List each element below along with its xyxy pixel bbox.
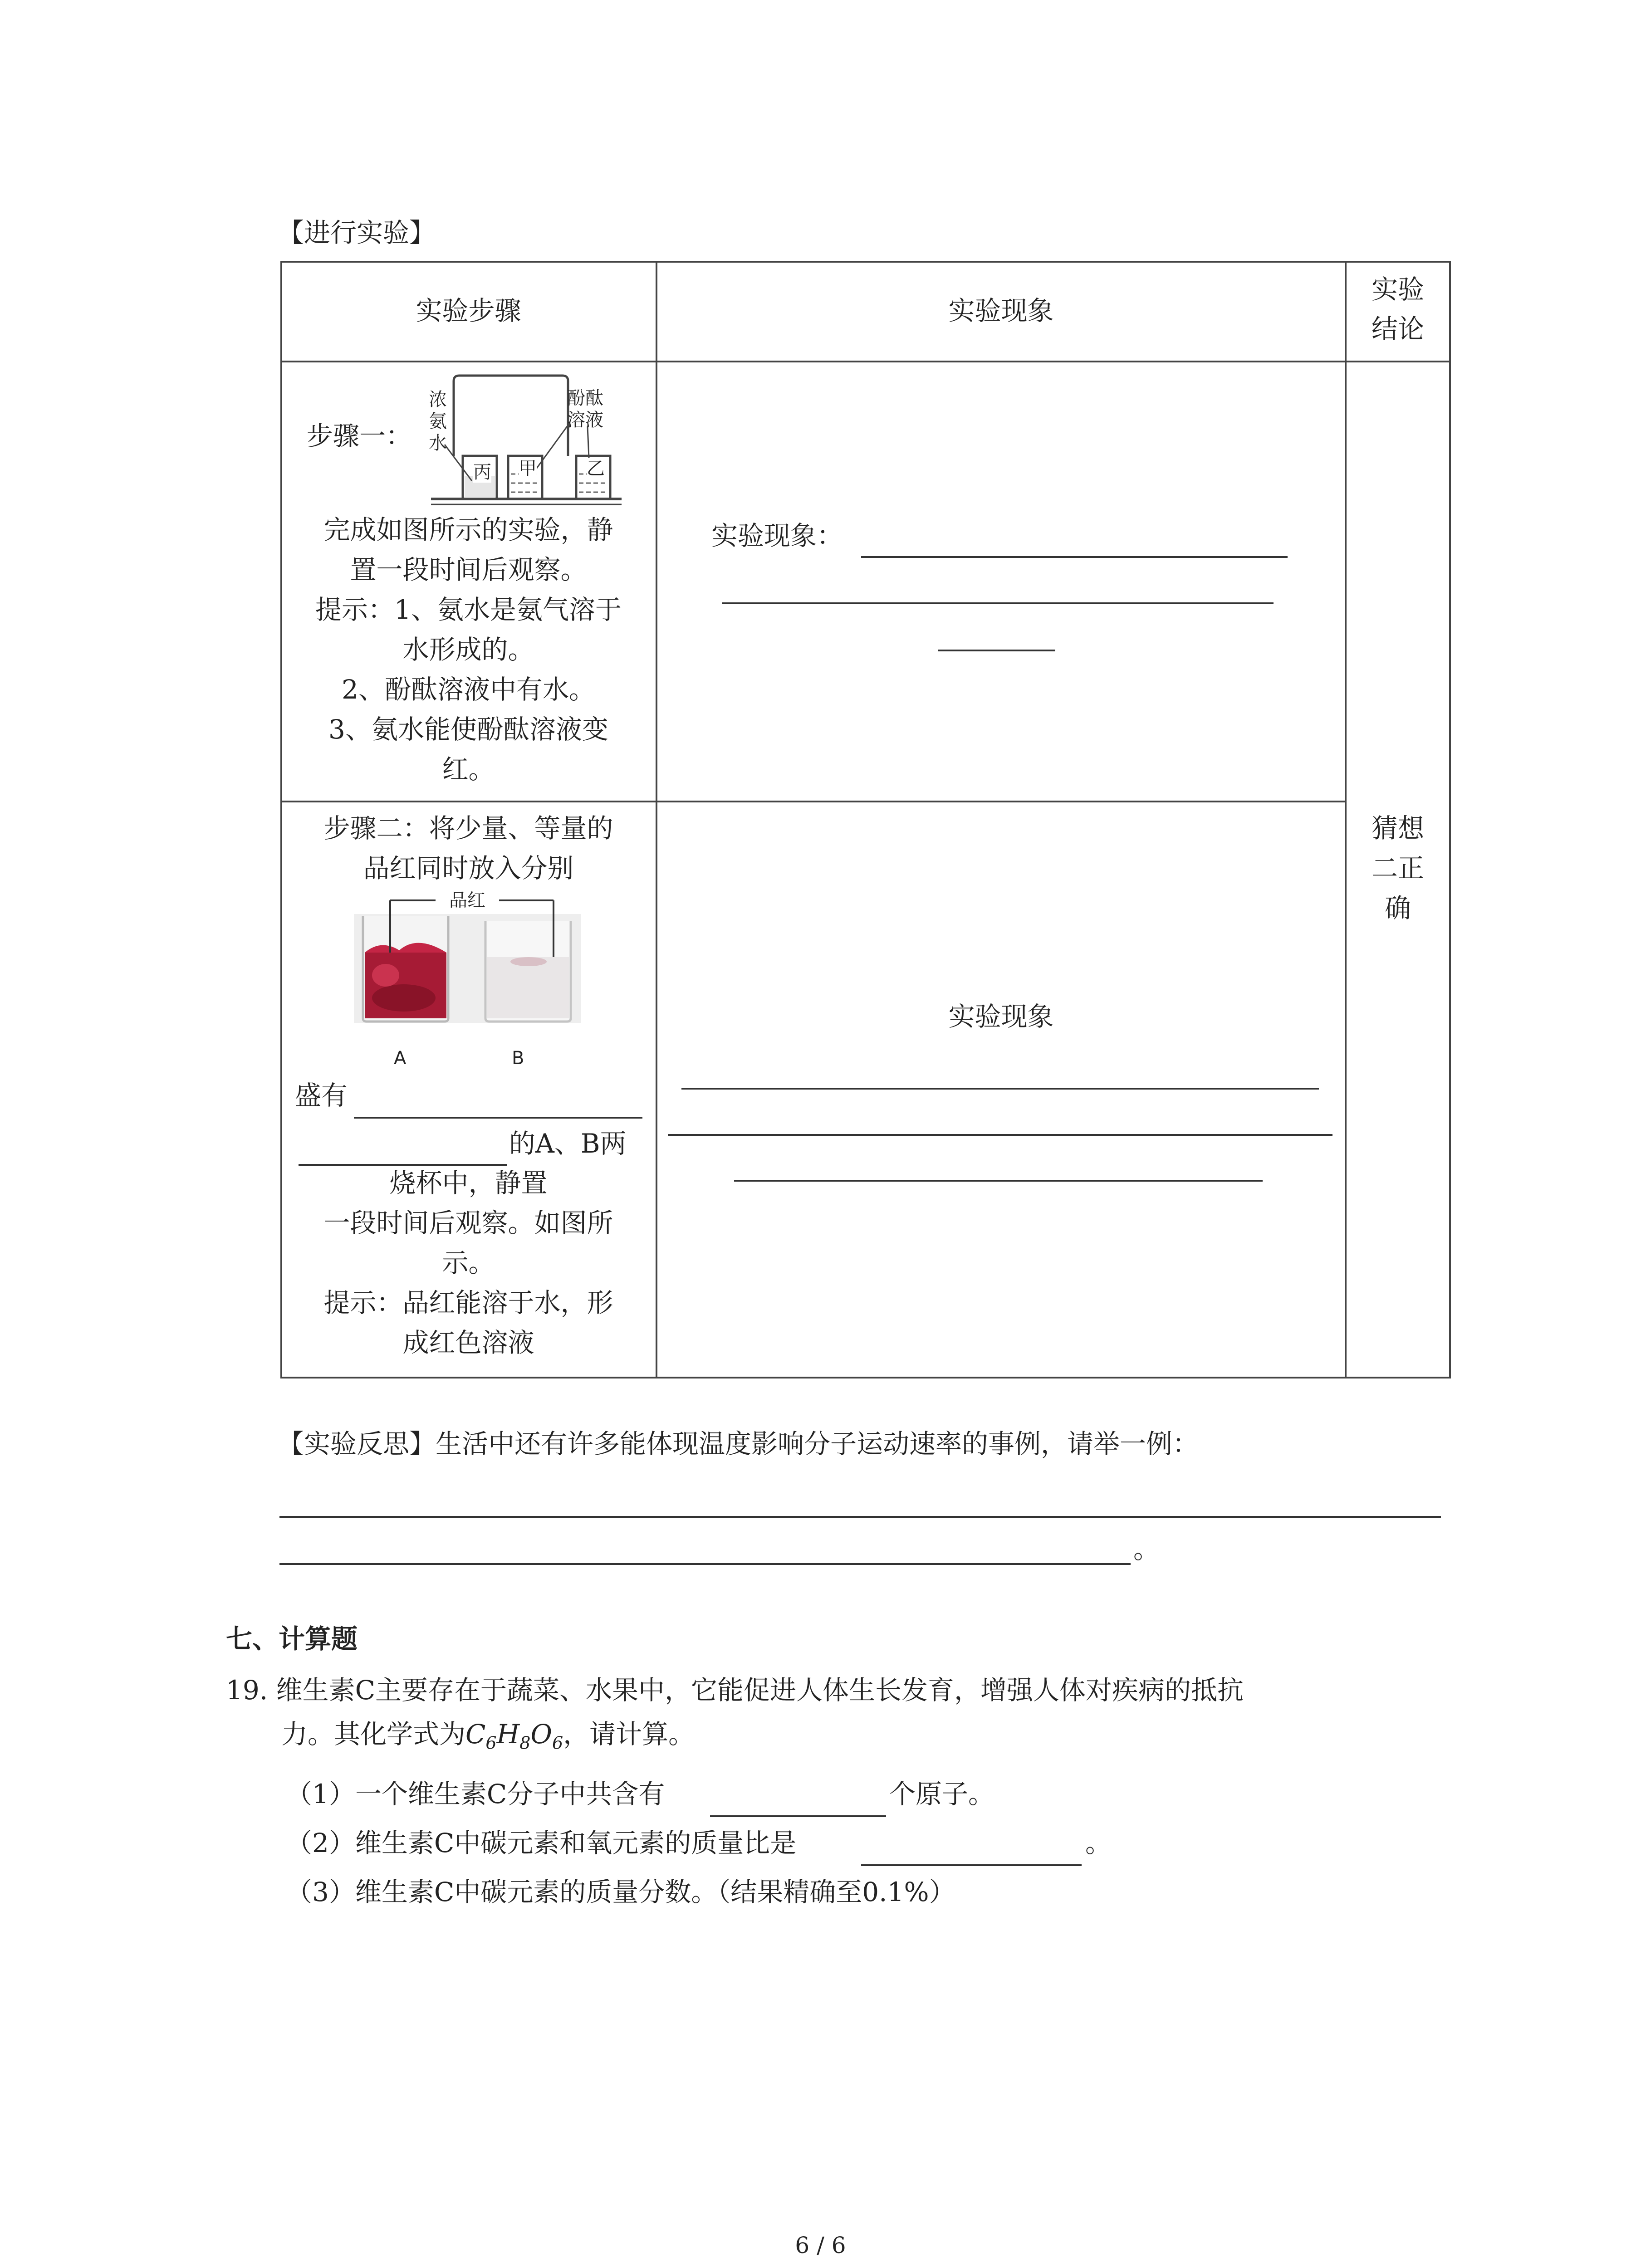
q19-line2-suffix: ，请计算。	[563, 1719, 695, 1750]
q19-sub2-blank[interactable]	[861, 1864, 1082, 1866]
diagram-label-ammonia-3: 水	[429, 433, 447, 454]
table-border-left	[280, 261, 282, 1378]
formula-c: C	[465, 1719, 486, 1750]
q19-line2-prefix: 力。其化学式为	[281, 1719, 466, 1750]
reflection-blank-1[interactable]	[279, 1516, 1441, 1518]
step1-phenomenon-label: 实验现象：	[711, 520, 843, 551]
step1-line: 2、酚酞溶液中有水。	[342, 674, 595, 705]
table-border-header	[281, 361, 1451, 362]
diagram-label-ammonia-2: 氨	[429, 411, 447, 432]
conclusion-line: 确	[1384, 893, 1411, 924]
step1-line: 3、氨水能使酚酞溶液变	[328, 714, 608, 745]
step2-line: 提示：品红能溶于水，形	[323, 1287, 613, 1318]
conclusion-line: 二正	[1371, 853, 1424, 884]
header-conclusion-line1: 实验	[1371, 274, 1424, 305]
diagram-label-beaker-yi: 乙	[587, 458, 605, 479]
formula-c-sub: 6	[485, 1733, 497, 1753]
diagram-label-beaker-bing: 丙	[473, 462, 491, 483]
diagram-label-phenol-2: 溶液	[567, 410, 603, 430]
step1-label: 步骤一：	[307, 420, 412, 451]
table-border-top	[281, 261, 1451, 263]
step1-line: 水形成的。	[402, 634, 534, 665]
step1-line: 红。	[442, 754, 495, 785]
q19-line1: 19. 维生素C主要存在于蔬菜、水果中，它能促进人体生长发育，增强人体对疾病的抵抗	[226, 1675, 1244, 1706]
q19-sub1-suffix: 个原子。	[889, 1779, 995, 1809]
header-conclusion-line2: 结论	[1371, 313, 1424, 344]
step1-line: 置一段时间后观察。	[350, 554, 587, 585]
header-phenomenon: 实验现象	[948, 295, 1054, 326]
table-border-bottom	[281, 1377, 1451, 1378]
table-border-row1	[281, 801, 1346, 802]
step1-phenomenon-blank-3[interactable]	[938, 650, 1055, 651]
conclusion-line: 猜想	[1371, 813, 1424, 844]
diagram-label-phenol-1: 酚酞	[567, 388, 603, 409]
header-steps: 实验步骤	[416, 295, 521, 326]
table-border-col1	[656, 261, 657, 1378]
table-border-right	[1449, 261, 1451, 1378]
step2-phenomenon-blank-3[interactable]	[734, 1180, 1263, 1182]
formula-o-sub: 6	[552, 1733, 563, 1753]
step1-line: 完成如图所示的实验，静	[323, 514, 613, 545]
q19-sub3: （3）维生素C中碳元素的质量分数。（结果精确至0.1%）	[286, 1877, 955, 1907]
step2-phenomenon-blank-1[interactable]	[681, 1088, 1319, 1090]
step2-line: 一段时间后观察。如图所	[323, 1207, 613, 1238]
photo-label-b: B	[512, 1048, 524, 1069]
step2-line: 品红同时放入分别	[363, 853, 574, 884]
formula-h: H	[496, 1719, 520, 1750]
q19-sub1-blank[interactable]	[710, 1815, 886, 1817]
step1-line: 提示：1、氨水是氨气溶于	[315, 594, 622, 625]
step2-phenomenon-blank-2[interactable]	[668, 1134, 1332, 1136]
reflection-blank-2[interactable]	[279, 1563, 1131, 1565]
step2-ab-label: 的A、B两	[509, 1128, 627, 1159]
step2-line: 示。	[442, 1247, 495, 1278]
photo-label-a: A	[394, 1048, 407, 1069]
step2-solution-blank-1[interactable]	[354, 1117, 642, 1119]
step1-phenomenon-blank-2[interactable]	[722, 602, 1274, 604]
diagram-label-ammonia-1: 浓	[429, 389, 447, 410]
step1-phenomenon-blank-1[interactable]	[861, 556, 1288, 558]
vitamin-c-formula	[465, 1719, 563, 1753]
diagram-label-beaker-jia: 甲	[519, 458, 537, 479]
page-number: 6 / 6	[795, 2232, 846, 2258]
q19-sub1-prefix: （1）一个维生素C分子中共含有	[286, 1779, 665, 1809]
q19-sub2-prefix: （2）维生素C中碳元素和氧元素的质量比是	[286, 1828, 797, 1858]
section-experiment-label: 【进行实验】	[278, 217, 436, 248]
q19-sub2-suffix: 。	[1085, 1828, 1112, 1858]
step2-line: 成红色溶液	[402, 1327, 534, 1358]
reflection-end-mark: 。	[1133, 1534, 1160, 1564]
step2-phenomenon-label: 实验现象	[948, 1001, 1054, 1032]
photo-label-pinhong: 品红	[449, 890, 485, 911]
step2-beakers-photo	[354, 889, 581, 1061]
step2-line: 烧杯中，静置	[389, 1168, 548, 1198]
q19-line2	[281, 1715, 695, 1763]
section7-title: 七、计算题	[226, 1623, 358, 1654]
step2-line: 步骤二：将少量、等量的	[323, 813, 613, 844]
formula-o: O	[530, 1719, 552, 1750]
formula-h-sub: 8	[519, 1733, 531, 1753]
step2-holding-label: 盛有	[295, 1080, 348, 1111]
reflection-text: 【实验反思】生活中还有许多能体现温度影响分子运动速率的事例，请举一例：	[278, 1428, 1199, 1459]
